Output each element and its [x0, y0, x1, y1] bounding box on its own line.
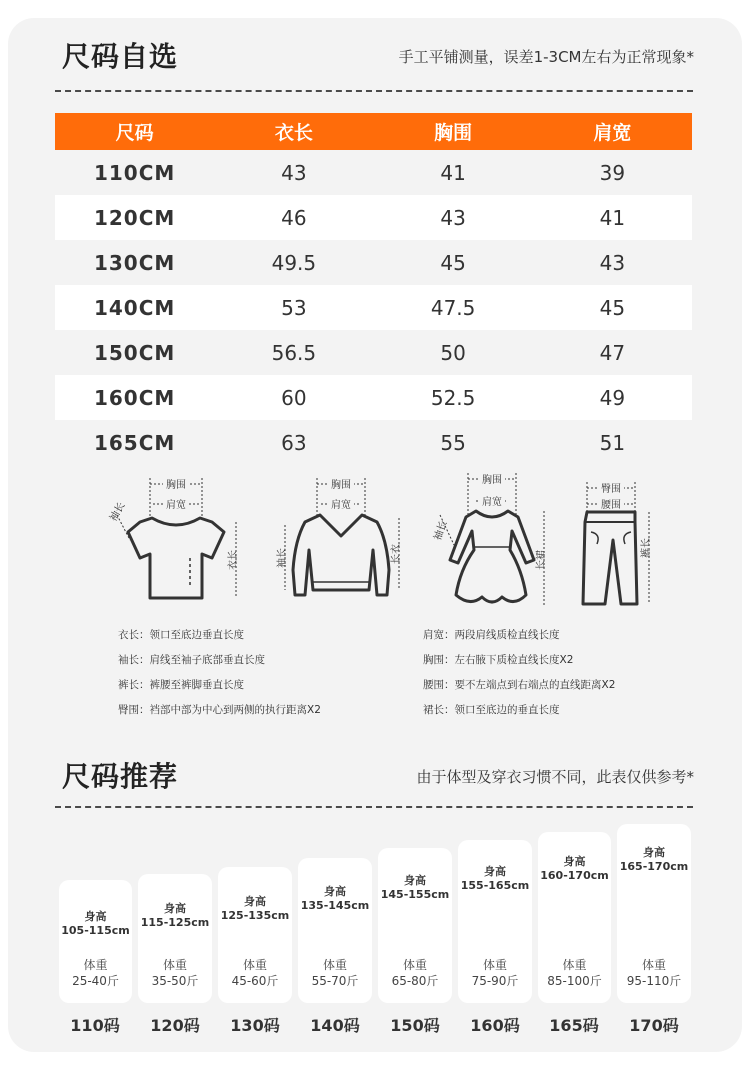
- sweater-chest-label: 胸围: [331, 480, 351, 491]
- table-header: [55, 113, 692, 150]
- height-label: 身高: [643, 846, 665, 859]
- table-row: [55, 195, 692, 240]
- cell-length: 43: [281, 160, 307, 185]
- cell-chest: 55: [440, 430, 466, 455]
- dress-length-label: 长裙: [536, 550, 547, 570]
- cell-length: 60: [281, 385, 307, 410]
- weight-label: 体重: [322, 958, 347, 972]
- definitions-right: [423, 623, 615, 723]
- size-label: 120码: [150, 1016, 200, 1035]
- table-row: [55, 420, 692, 465]
- weight-label: 体重: [562, 958, 587, 972]
- cell-shoulder: 49: [599, 385, 626, 410]
- cell-shoulder: 51: [599, 430, 626, 455]
- pants-hip-label: 臀围: [601, 484, 621, 495]
- pants-waist-label: 腰围: [601, 500, 621, 511]
- weight-label: 体重: [242, 958, 267, 972]
- header-shoulder: 肩宽: [593, 122, 632, 144]
- table-row: [55, 330, 692, 375]
- weight-label: 体重: [402, 958, 427, 972]
- pants-length-label: 裤长: [641, 538, 652, 558]
- weight-value: 45-60斤: [231, 974, 279, 988]
- weight-label: 体重: [83, 958, 108, 972]
- height-value: 155-165cm: [460, 879, 530, 892]
- cell-size: 160CM: [93, 385, 176, 410]
- weight-value: 25-40斤: [72, 974, 119, 988]
- definition-line: 腰围：要不左端点到右端点的直线距离X2: [423, 679, 616, 691]
- cell-chest: 50: [440, 340, 466, 365]
- cell-size: 150CM: [93, 340, 176, 365]
- recommendation-card: [298, 858, 372, 1003]
- sweater-diagram: [265, 470, 415, 605]
- cell-shoulder: 47: [599, 340, 626, 365]
- divider: [55, 806, 693, 808]
- size-label: 170码: [629, 1016, 679, 1035]
- header-size: 尺码: [115, 122, 154, 144]
- height-label: 身高: [164, 902, 186, 915]
- definitions-left: [118, 623, 321, 723]
- table-row: [55, 150, 692, 195]
- cell-shoulder: 41: [599, 205, 626, 230]
- height-value: 115-125cm: [140, 916, 210, 929]
- pants-diagram: [575, 478, 665, 610]
- sweater-length-label: 长衣: [391, 544, 402, 564]
- header-chest: 胸围: [434, 122, 473, 144]
- height-label: 身高: [404, 874, 426, 887]
- recommendation-title: 尺码推荐: [62, 760, 179, 793]
- size-label: 110码: [70, 1016, 120, 1035]
- height-value: 125-135cm: [220, 909, 290, 922]
- recommendation-card: [458, 840, 532, 1003]
- cell-size: 165CM: [93, 430, 176, 455]
- tshirt-diagram: [100, 470, 250, 605]
- weight-label: 体重: [641, 958, 666, 972]
- dress-shoulder-label: 肩宽: [482, 497, 502, 508]
- weight-label: 体重: [162, 958, 187, 972]
- height-label: 身高: [84, 910, 107, 923]
- size-label: 165码: [549, 1016, 599, 1035]
- weight-value: 85-100斤: [547, 974, 602, 988]
- cell-size: 120CM: [93, 205, 176, 230]
- cell-chest: 47.5: [430, 295, 476, 320]
- size-label: 140码: [310, 1016, 360, 1035]
- height-label: 身高: [484, 865, 506, 878]
- height-value: 105-115cm: [61, 924, 130, 937]
- cell-size: 110CM: [93, 160, 176, 185]
- tshirt-sleeve-label: 袖长: [108, 500, 128, 524]
- tshirt-chest-label: 胸围: [166, 480, 186, 491]
- header-length: 衣长: [274, 122, 313, 144]
- definition-line: 臀围：裆部中部为中心到两侧的执行距离X2: [118, 704, 321, 716]
- height-label: 身高: [244, 895, 266, 908]
- recommendation-card: [138, 874, 212, 1003]
- definition-line: 衣长：领口至底边垂直长度: [118, 629, 244, 641]
- definition-line: 胸围：左右腋下质检直线长度X2: [423, 654, 574, 666]
- weight-value: 65-80斤: [391, 974, 439, 988]
- cell-chest: 43: [440, 205, 466, 230]
- height-label: 身高: [324, 885, 346, 898]
- sweater-shoulder-label: 肩宽: [331, 500, 351, 511]
- height-value: 165-170cm: [619, 860, 689, 873]
- cell-length: 63: [281, 430, 307, 455]
- cell-size: 140CM: [93, 295, 176, 320]
- cell-length: 56.5: [271, 340, 317, 365]
- sweater-sleeve-label: 袖长: [277, 548, 288, 568]
- height-value: 135-145cm: [300, 899, 370, 912]
- size-label: 150码: [390, 1016, 440, 1035]
- recommendation-card: [218, 867, 292, 1003]
- cell-shoulder: 45: [599, 295, 626, 320]
- recommendation-card: [59, 880, 132, 1003]
- cell-chest: 45: [440, 250, 466, 275]
- weight-value: 75-90斤: [471, 974, 519, 988]
- height-label: 身高: [563, 855, 586, 868]
- table-row: [55, 285, 692, 330]
- tshirt-shoulder-label: 肩宽: [166, 500, 186, 511]
- height-value: 145-155cm: [380, 888, 450, 901]
- cell-shoulder: 43: [599, 250, 626, 275]
- weight-value: 95-110斤: [626, 974, 682, 988]
- recommendation-card: [617, 824, 691, 1003]
- size-chart-note: 手工平铺测量，误差1-3CM左右为正常现象*: [398, 48, 694, 66]
- tshirt-length-label: 衣长: [228, 550, 239, 570]
- recommendation-note: 由于体型及穿衣习惯不同，此表仅供参考*: [416, 768, 694, 786]
- size-label: 160码: [470, 1016, 520, 1035]
- dress-chest-label: 胸围: [482, 475, 502, 486]
- cell-length: 53: [281, 295, 307, 320]
- dress-diagram: [430, 465, 560, 610]
- table-row: [55, 240, 692, 285]
- weight-label: 体重: [482, 958, 507, 972]
- size-table: [55, 113, 692, 465]
- table-row: [55, 375, 692, 420]
- cell-length: 49.5: [271, 250, 317, 275]
- cell-chest: 41: [440, 160, 466, 185]
- recommendation-card: [378, 848, 452, 1003]
- cell-shoulder: 39: [599, 160, 626, 185]
- definition-line: 裙长：领口至底边的垂直长度: [423, 704, 560, 716]
- recommendation-card: [538, 832, 611, 1003]
- divider: [55, 90, 693, 92]
- weight-value: 55-70斤: [311, 974, 359, 988]
- height-value: 160-170cm: [540, 869, 609, 882]
- definition-line: 肩宽：两段肩线质检直线长度: [423, 629, 560, 641]
- dress-sleeve-label: 袖长: [432, 519, 450, 543]
- definition-line: 裤长：裤腰至裤脚垂直长度: [118, 679, 244, 691]
- size-chart-title: 尺码自选: [62, 40, 179, 73]
- cell-chest: 52.5: [430, 385, 476, 410]
- size-label: 130码: [230, 1016, 280, 1035]
- definition-line: 袖长：肩线至袖子底部垂直长度: [118, 654, 265, 666]
- cell-size: 130CM: [93, 250, 176, 275]
- weight-value: 35-50斤: [151, 974, 199, 988]
- cell-length: 46: [281, 205, 307, 230]
